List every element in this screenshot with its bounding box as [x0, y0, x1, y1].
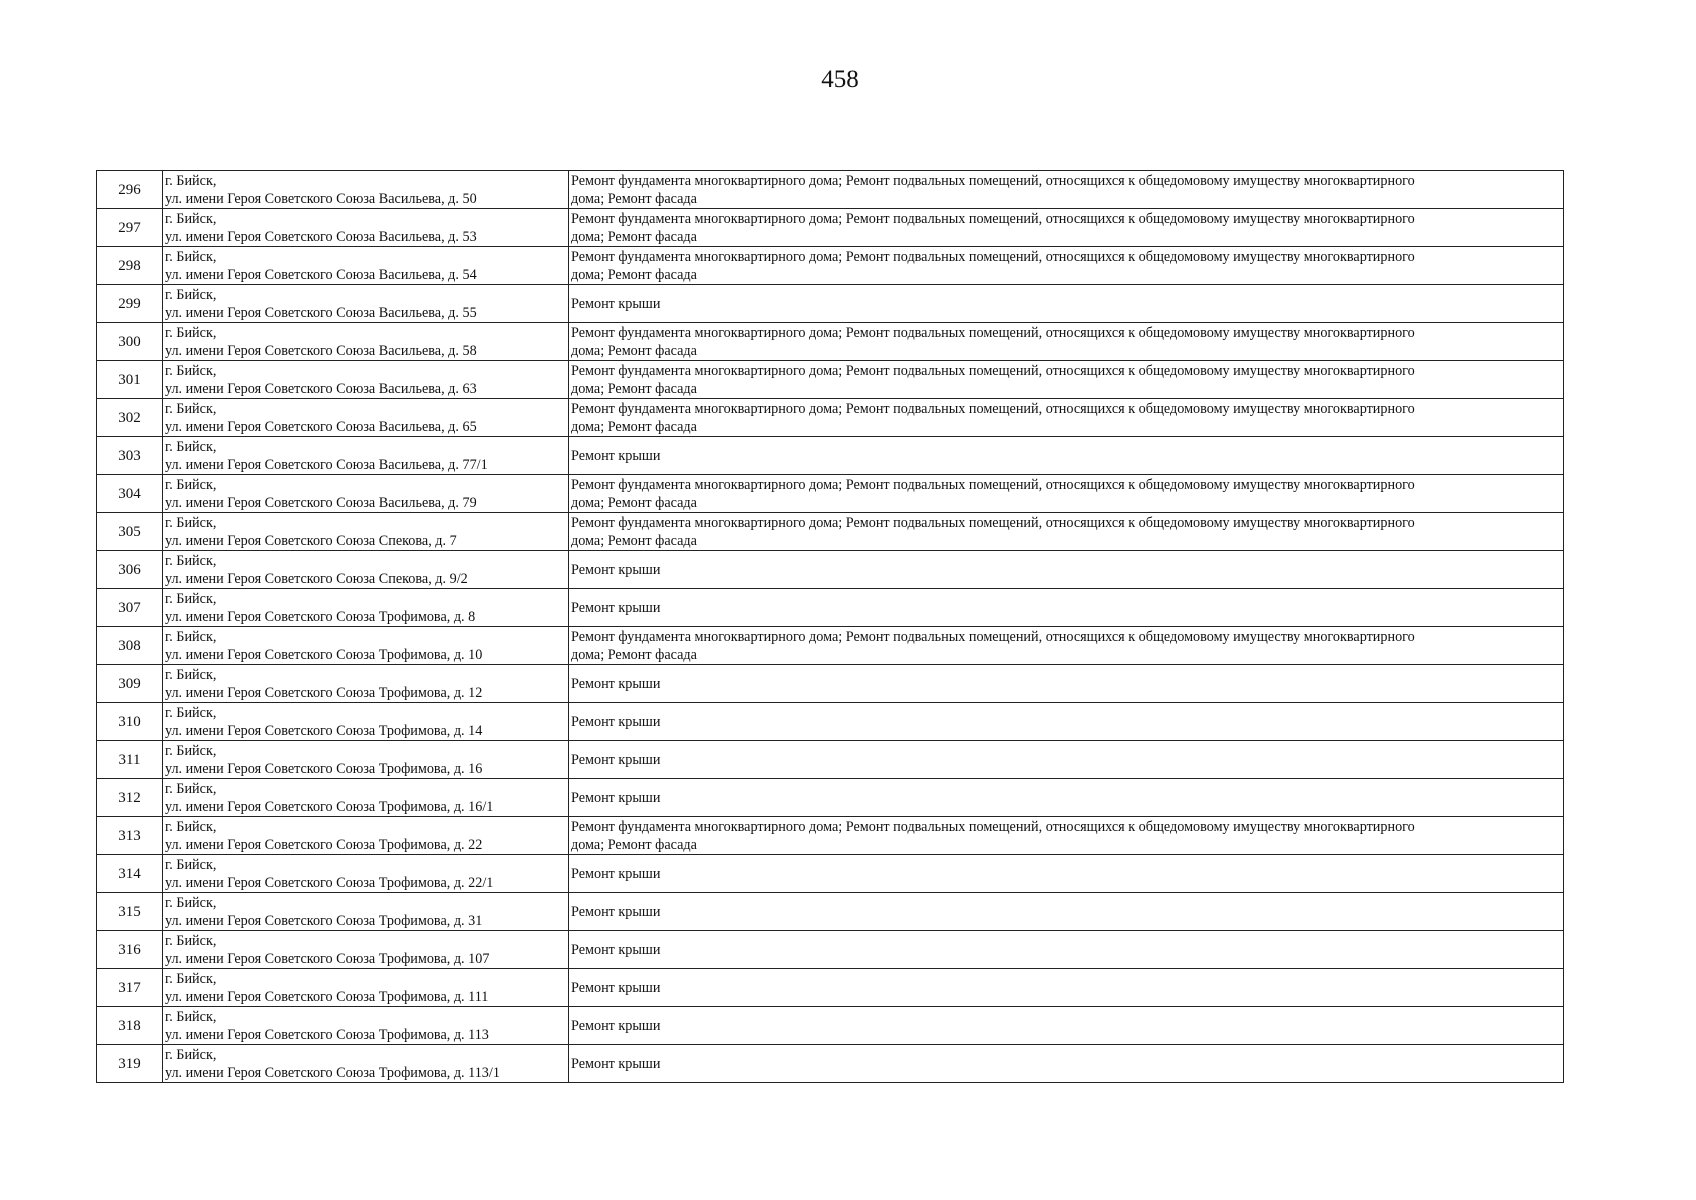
address-city: г. Бийск, [165, 970, 217, 987]
address-cell [163, 361, 569, 399]
address-cell [163, 1045, 569, 1083]
table-row [97, 513, 1564, 551]
repair-works-cell [569, 931, 1564, 969]
repair-works-cell [569, 399, 1564, 437]
repair-works-line: Ремонт крыши [571, 447, 661, 464]
address-city: г. Бийск, [165, 248, 217, 265]
address-cell [163, 171, 569, 209]
repair-works-cell [569, 855, 1564, 893]
repair-works-line: Ремонт крыши [571, 979, 661, 996]
repair-works-line: дома; Ремонт фасада [571, 380, 697, 397]
table-row [97, 779, 1564, 817]
address-city: г. Бийск, [165, 514, 217, 531]
repair-works-cell [569, 627, 1564, 665]
repair-works-line: Ремонт крыши [571, 1017, 661, 1034]
address-street: ул. имени Героя Советского Союза Трофимова, д. 22/1 [165, 874, 494, 891]
row-number: 299 [97, 285, 163, 323]
table-row [97, 931, 1564, 969]
repair-works-cell [569, 779, 1564, 817]
repair-works-cell [569, 665, 1564, 703]
table-row [97, 703, 1564, 741]
table-row [97, 361, 1564, 399]
address-cell [163, 741, 569, 779]
row-number: 312 [97, 779, 163, 817]
address-street: ул. имени Героя Советского Союза Спекова, д. 9/2 [165, 570, 468, 587]
table-row [97, 1007, 1564, 1045]
address-cell [163, 475, 569, 513]
address-street: ул. имени Героя Советского Союза Трофимова, д. 10 [165, 646, 483, 663]
repair-works-cell [569, 437, 1564, 475]
repair-works-line: дома; Ремонт фасада [571, 228, 697, 245]
table-row [97, 475, 1564, 513]
address-city: г. Бийск, [165, 324, 217, 341]
repair-works-line: Ремонт фундамента многоквартирного дома; Ремонт подвальных помещений, относящихся к общедомовому имуществу многоквартирного [571, 818, 1415, 835]
address-cell [163, 931, 569, 969]
repair-works-cell [569, 1045, 1564, 1083]
repair-works-cell [569, 475, 1564, 513]
repair-works-cell [569, 361, 1564, 399]
address-city: г. Бийск, [165, 286, 217, 303]
page-number: 458 [821, 66, 859, 93]
address-street: ул. имени Героя Советского Союза Васильева, д. 55 [165, 304, 477, 321]
address-city: г. Бийск, [165, 818, 217, 835]
repair-works-line: Ремонт фундамента многоквартирного дома; Ремонт подвальных помещений, относящихся к общедомовому имуществу многоквартирного [571, 324, 1415, 341]
row-number: 313 [97, 817, 163, 855]
table-row [97, 741, 1564, 779]
table-row [97, 893, 1564, 931]
address-cell [163, 399, 569, 437]
repair-works-line: Ремонт фундамента многоквартирного дома; Ремонт подвальных помещений, относящихся к общедомовому имуществу многоквартирного [571, 172, 1415, 189]
repair-works-cell [569, 209, 1564, 247]
row-number: 316 [97, 931, 163, 969]
repair-works-cell [569, 285, 1564, 323]
address-city: г. Бийск, [165, 894, 217, 911]
table-body [97, 171, 1564, 1083]
repair-works-cell [569, 513, 1564, 551]
repair-works-line: Ремонт фундамента многоквартирного дома; Ремонт подвальных помещений, относящихся к общедомовому имуществу многоквартирного [571, 628, 1415, 645]
address-street: ул. имени Героя Советского Союза Васильева, д. 54 [165, 266, 477, 283]
row-number: 302 [97, 399, 163, 437]
table-row [97, 589, 1564, 627]
address-street: ул. имени Героя Советского Союза Трофимова, д. 12 [165, 684, 483, 701]
address-cell [163, 817, 569, 855]
repair-works-line: Ремонт фундамента многоквартирного дома; Ремонт подвальных помещений, относящихся к общедомовому имуществу многоквартирного [571, 248, 1415, 265]
address-cell [163, 703, 569, 741]
row-number: 298 [97, 247, 163, 285]
repair-works-line: Ремонт фундамента многоквартирного дома; Ремонт подвальных помещений, относящихся к общедомовому имуществу многоквартирного [571, 476, 1415, 493]
address-street: ул. имени Героя Советского Союза Трофимова, д. 113/1 [165, 1064, 500, 1081]
address-cell [163, 969, 569, 1007]
row-number: 297 [97, 209, 163, 247]
repair-works-cell [569, 171, 1564, 209]
address-city: г. Бийск, [165, 628, 217, 645]
table-row [97, 171, 1564, 209]
address-street: ул. имени Героя Советского Союза Васильева, д. 50 [165, 190, 477, 207]
address-street: ул. имени Героя Советского Союза Васильева, д. 63 [165, 380, 477, 397]
address-street: ул. имени Героя Советского Союза Трофимова, д. 31 [165, 912, 483, 929]
repair-works-line: Ремонт крыши [571, 903, 661, 920]
row-number: 300 [97, 323, 163, 361]
address-street: ул. имени Героя Советского Союза Трофимова, д. 14 [165, 722, 483, 739]
address-street: ул. имени Героя Советского Союза Васильева, д. 53 [165, 228, 477, 245]
repair-works-cell [569, 817, 1564, 855]
address-street: ул. имени Героя Советского Союза Васильева, д. 65 [165, 418, 477, 435]
repair-works-line: дома; Ремонт фасада [571, 532, 697, 549]
address-city: г. Бийск, [165, 780, 217, 797]
repair-works-line: Ремонт фундамента многоквартирного дома; Ремонт подвальных помещений, относящихся к общедомовому имуществу многоквартирного [571, 514, 1415, 531]
address-cell [163, 779, 569, 817]
row-number: 314 [97, 855, 163, 893]
address-street: ул. имени Героя Советского Союза Трофимова, д. 113 [165, 1026, 489, 1043]
repair-works-line: Ремонт крыши [571, 1055, 661, 1072]
repair-works-cell [569, 1007, 1564, 1045]
row-number: 319 [97, 1045, 163, 1083]
address-street: ул. имени Героя Советского Союза Васильева, д. 58 [165, 342, 477, 359]
address-city: г. Бийск, [165, 172, 217, 189]
repair-works-cell [569, 969, 1564, 1007]
address-street: ул. имени Героя Советского Союза Трофимова, д. 16/1 [165, 798, 494, 815]
address-city: г. Бийск, [165, 704, 217, 721]
address-cell [163, 285, 569, 323]
repair-works-line: Ремонт крыши [571, 675, 661, 692]
address-street: ул. имени Героя Советского Союза Трофимова, д. 16 [165, 760, 483, 777]
repair-works-line: дома; Ремонт фасада [571, 646, 697, 663]
table-row [97, 323, 1564, 361]
address-street: ул. имени Героя Советского Союза Трофимова, д. 107 [165, 950, 490, 967]
repair-works-line: Ремонт фундамента многоквартирного дома; Ремонт подвальных помещений, относящихся к общедомовому имуществу многоквартирного [571, 400, 1415, 417]
row-number: 315 [97, 893, 163, 931]
table-row [97, 209, 1564, 247]
row-number: 318 [97, 1007, 163, 1045]
table-row [97, 285, 1564, 323]
address-street: ул. имени Героя Советского Союза Васильева, д. 79 [165, 494, 477, 511]
address-city: г. Бийск, [165, 362, 217, 379]
repair-works-line: дома; Ремонт фасада [571, 342, 697, 359]
address-city: г. Бийск, [165, 666, 217, 683]
repair-works-line: дома; Ремонт фасада [571, 266, 697, 283]
address-city: г. Бийск, [165, 856, 217, 873]
table-row [97, 969, 1564, 1007]
address-street: ул. имени Героя Советского Союза Трофимова, д. 111 [165, 988, 489, 1005]
repair-works-line: дома; Ремонт фасада [571, 190, 697, 207]
row-number: 303 [97, 437, 163, 475]
address-cell [163, 589, 569, 627]
row-number: 301 [97, 361, 163, 399]
row-number: 311 [97, 741, 163, 779]
row-number: 309 [97, 665, 163, 703]
address-cell [163, 209, 569, 247]
repair-works-cell [569, 247, 1564, 285]
row-number: 304 [97, 475, 163, 513]
address-city: г. Бийск, [165, 590, 217, 607]
address-cell [163, 893, 569, 931]
repair-works-cell [569, 893, 1564, 931]
address-cell [163, 551, 569, 589]
row-number: 305 [97, 513, 163, 551]
repair-works-line: Ремонт фундамента многоквартирного дома; Ремонт подвальных помещений, относящихся к общедомовому имуществу многоквартирного [571, 210, 1415, 227]
address-street: ул. имени Героя Советского Союза Трофимова, д. 22 [165, 836, 483, 853]
row-number: 310 [97, 703, 163, 741]
address-street: ул. имени Героя Советского Союза Спекова, д. 7 [165, 532, 457, 549]
address-cell [163, 627, 569, 665]
table-row [97, 399, 1564, 437]
address-city: г. Бийск, [165, 742, 217, 759]
repair-works-line: дома; Ремонт фасада [571, 836, 697, 853]
address-cell [163, 665, 569, 703]
table-row [97, 627, 1564, 665]
table-row [97, 855, 1564, 893]
address-city: г. Бийск, [165, 932, 217, 949]
table-row [97, 437, 1564, 475]
table-row [97, 247, 1564, 285]
address-city: г. Бийск, [165, 1008, 217, 1025]
repair-works-line: Ремонт крыши [571, 789, 661, 806]
repair-works-line: Ремонт фундамента многоквартирного дома; Ремонт подвальных помещений, относящихся к общедомовому имуществу многоквартирного [571, 362, 1415, 379]
repair-register-table [96, 170, 1564, 1083]
address-street: ул. имени Героя Советского Союза Трофимова, д. 8 [165, 608, 476, 625]
table-row [97, 665, 1564, 703]
repair-works-line: Ремонт крыши [571, 599, 661, 616]
address-cell [163, 437, 569, 475]
repair-works-line: Ремонт крыши [571, 561, 661, 578]
address-city: г. Бийск, [165, 476, 217, 493]
row-number: 296 [97, 171, 163, 209]
address-city: г. Бийск, [165, 400, 217, 417]
repair-works-line: Ремонт крыши [571, 751, 661, 768]
repair-works-cell [569, 741, 1564, 779]
address-cell [163, 247, 569, 285]
repair-works-line: дома; Ремонт фасада [571, 418, 697, 435]
row-number: 317 [97, 969, 163, 1007]
repair-works-cell [569, 551, 1564, 589]
row-number: 306 [97, 551, 163, 589]
address-cell [163, 513, 569, 551]
repair-works-line: Ремонт крыши [571, 865, 661, 882]
address-cell [163, 323, 569, 361]
address-cell [163, 855, 569, 893]
repair-works-cell [569, 323, 1564, 361]
address-street: ул. имени Героя Советского Союза Васильева, д. 77/1 [165, 456, 488, 473]
repair-works-line: дома; Ремонт фасада [571, 494, 697, 511]
row-number: 307 [97, 589, 163, 627]
repair-works-cell [569, 703, 1564, 741]
repair-works-cell [569, 589, 1564, 627]
address-cell [163, 1007, 569, 1045]
address-city: г. Бийск, [165, 438, 217, 455]
address-city: г. Бийск, [165, 1046, 217, 1063]
repair-works-line: Ремонт крыши [571, 941, 661, 958]
row-number: 308 [97, 627, 163, 665]
address-city: г. Бийск, [165, 210, 217, 227]
table-row [97, 551, 1564, 589]
repair-works-line: Ремонт крыши [571, 295, 661, 312]
address-city: г. Бийск, [165, 552, 217, 569]
table-row [97, 1045, 1564, 1083]
repair-works-line: Ремонт крыши [571, 713, 661, 730]
table-row [97, 817, 1564, 855]
